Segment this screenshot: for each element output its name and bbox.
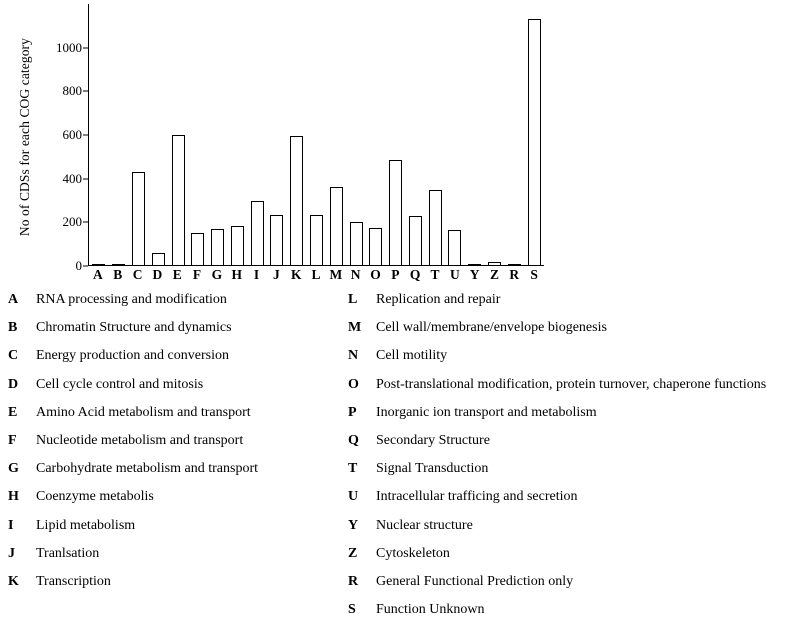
bar-slot <box>346 4 366 265</box>
bar-F <box>191 233 204 265</box>
bar-slot <box>366 4 386 265</box>
legend-description: RNA processing and modification <box>36 292 227 307</box>
x-axis-label-F: F <box>192 267 202 282</box>
bar-T <box>429 190 442 265</box>
y-axis-tick-label: 600 <box>62 127 82 142</box>
y-axis-title-label: No of CDSs for each COG category <box>17 37 32 237</box>
x-axis-label-M: M <box>329 267 343 282</box>
legend-key: N <box>348 348 359 364</box>
legend-description: Transcription <box>36 573 111 589</box>
bar-slot <box>109 4 129 265</box>
x-axis-label-P: P <box>391 267 400 282</box>
bar-C <box>132 172 145 265</box>
x-axis-label-R: R <box>509 267 520 282</box>
legend-description: Secondary Structure <box>376 432 490 448</box>
bar-slot <box>129 4 149 265</box>
legend-item <box>348 574 798 602</box>
x-axis-label-B: B <box>113 267 123 282</box>
legend-key: Q <box>348 432 359 448</box>
legend-description: Signal Transduction <box>376 461 489 477</box>
legend-item <box>348 405 798 433</box>
legend-item <box>8 489 348 517</box>
legend-column-right <box>348 292 798 630</box>
x-axis-label-K: K <box>290 267 302 282</box>
legend-key: J <box>8 545 15 561</box>
legend-item <box>8 405 348 433</box>
bar-slot <box>267 4 287 265</box>
y-axis-ticks <box>40 4 88 273</box>
legend-key: R <box>348 573 359 589</box>
legend-description: Post-translational modification, protein turnover, chaperone functions <box>376 376 767 392</box>
legend-key: F <box>8 432 17 448</box>
legend-key: M <box>348 320 362 336</box>
bar-N <box>350 222 363 265</box>
legend-description: Function Unknown <box>376 602 485 618</box>
x-axis-label-D: D <box>152 267 163 282</box>
legend-key: B <box>8 320 18 336</box>
legend-description: Chromatin Structure and dynamics <box>36 320 232 336</box>
cog-category-legend <box>0 292 800 618</box>
legend-key: S <box>348 602 356 618</box>
bar-H <box>231 226 244 265</box>
bar-P <box>389 160 402 265</box>
legend-column-left <box>8 292 348 602</box>
legend-description: Cytoskeleton <box>376 545 450 561</box>
bar-slot <box>425 4 445 265</box>
y-axis-tick-label: 200 <box>62 214 82 230</box>
x-axis-label-U: U <box>449 267 460 282</box>
legend-description: Replication and repair <box>376 292 501 307</box>
bar-slot <box>148 4 168 265</box>
legend-item <box>8 433 348 461</box>
legend-key: A <box>8 292 19 307</box>
legend-key: G <box>8 461 19 477</box>
bar-slot <box>485 4 505 265</box>
bar-G <box>211 229 224 265</box>
legend-description: Nuclear structure <box>376 517 473 533</box>
bar-slot <box>326 4 346 265</box>
bar-slot <box>247 4 267 265</box>
legend-key: Z <box>348 545 358 561</box>
bar-slot <box>504 4 524 265</box>
legend-item <box>348 348 798 376</box>
bar-slot <box>168 4 188 265</box>
cog-category-bar-chart <box>0 0 800 286</box>
x-axis-label-J: J <box>272 267 280 282</box>
y-axis-tick-label: 0 <box>75 258 82 273</box>
bar-Q <box>409 216 422 265</box>
x-axis-label-T: T <box>430 267 440 282</box>
legend-item <box>348 518 798 546</box>
legend-item <box>8 574 348 602</box>
bar-Z <box>488 262 501 265</box>
legend-item <box>348 546 798 574</box>
legend-item <box>348 433 798 461</box>
bar-R <box>508 264 521 266</box>
legend-key: E <box>8 404 18 420</box>
bar-series <box>89 4 544 265</box>
legend-item <box>348 489 798 517</box>
x-axis-label-Z: Z <box>489 267 499 282</box>
bar-L <box>310 215 323 265</box>
legend-item <box>8 377 348 405</box>
legend-description: Nucleotide metabolism and transport <box>36 432 244 448</box>
bar-D <box>152 253 165 265</box>
bar-U <box>448 230 461 265</box>
bar-M <box>330 187 343 265</box>
bar-slot <box>89 4 109 265</box>
legend-description: Intracellular trafficing and secretion <box>376 489 578 505</box>
x-axis-label-N: N <box>350 267 361 282</box>
legend-description: Coenzyme metabolis <box>36 489 154 505</box>
bar-Y <box>468 264 481 266</box>
x-axis-label-A: A <box>93 267 103 282</box>
y-axis-tick-label: 400 <box>62 170 82 186</box>
legend-description: Energy production and conversion <box>36 348 229 364</box>
x-axis-label-O: O <box>370 267 381 282</box>
bar-O <box>369 228 382 265</box>
bar-slot <box>406 4 426 265</box>
legend-description: Tranlsation <box>36 545 100 561</box>
legend-key: I <box>8 517 14 533</box>
legend-description: Inorganic ion transport and metabolism <box>376 404 597 420</box>
legend-item <box>348 320 798 348</box>
bar-slot <box>227 4 247 265</box>
x-axis-label-L: L <box>311 267 321 282</box>
legend-key: L <box>348 292 358 307</box>
legend-description: Cell cycle control and mitosis <box>36 376 204 392</box>
x-axis-label-I: I <box>253 267 260 282</box>
x-axis-label-C: C <box>132 267 143 282</box>
bar-slot <box>465 4 485 265</box>
legend-key: T <box>348 461 358 477</box>
bar-slot <box>445 4 465 265</box>
x-axis-label-Q: Q <box>409 267 421 282</box>
bar-K <box>290 136 303 265</box>
legend-key: P <box>348 404 357 420</box>
legend-key: D <box>8 376 19 392</box>
bar-slot <box>287 4 307 265</box>
x-axis-label-E: E <box>172 267 182 282</box>
bar-slot <box>307 4 327 265</box>
legend-item <box>8 320 348 348</box>
legend-key: H <box>8 489 19 505</box>
bar-A <box>92 264 105 266</box>
legend-description: Carbohydrate metabolism and transport <box>36 461 258 477</box>
y-axis-title <box>14 6 36 268</box>
y-axis-tick-label: 800 <box>62 83 82 99</box>
plot-area <box>88 4 544 266</box>
legend-item <box>348 602 798 630</box>
x-axis-label-G: G <box>211 267 223 282</box>
legend-item <box>8 518 348 546</box>
legend-item <box>8 461 348 489</box>
legend-item <box>348 461 798 489</box>
legend-key: Y <box>348 517 359 533</box>
bar-B <box>112 264 125 266</box>
x-axis-tick-labels <box>88 267 544 287</box>
bar-slot <box>524 4 544 265</box>
legend-item <box>8 292 348 320</box>
legend-item <box>8 546 348 574</box>
legend-description: General Functional Prediction only <box>376 573 574 589</box>
legend-description: Cell wall/membrane/envelope biogenesis <box>376 320 607 336</box>
y-axis-tick-label: 1000 <box>56 39 82 55</box>
legend-item <box>8 348 348 376</box>
x-axis-label-Y: Y <box>469 267 480 282</box>
bar-I <box>251 201 264 265</box>
bar-slot <box>386 4 406 265</box>
x-axis-label-H: H <box>231 267 242 282</box>
legend-description: Lipid metabolism <box>36 517 136 533</box>
bar-E <box>172 135 185 265</box>
plot-wrapper <box>40 4 550 286</box>
bar-J <box>270 215 283 265</box>
legend-description: Amino Acid metabolism and transport <box>36 404 251 420</box>
legend-key: U <box>348 489 359 505</box>
x-axis-label-S: S <box>530 267 538 282</box>
legend-item <box>348 292 798 320</box>
bar-slot <box>208 4 228 265</box>
legend-item <box>348 377 798 405</box>
bar-slot <box>188 4 208 265</box>
legend-key: K <box>8 573 19 589</box>
bar-S <box>528 19 541 265</box>
legend-description: Cell motility <box>376 348 448 364</box>
legend-key: C <box>8 348 19 364</box>
legend-key: O <box>348 376 359 392</box>
